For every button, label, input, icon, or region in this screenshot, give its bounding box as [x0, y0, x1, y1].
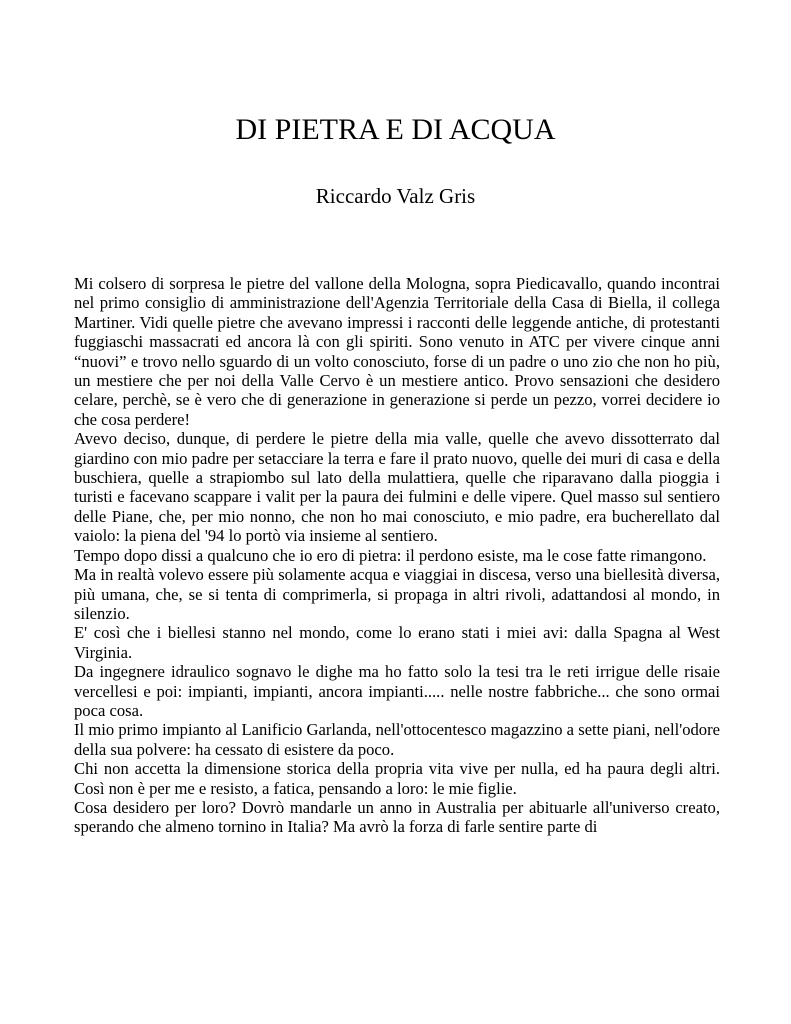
paragraph: Chi non accetta la dimensione storica della propria vita vive per nulla, ed ha paura degli altri. Così non è per me e resisto, a fatica, pensando a loro: le mie figlie. [74, 759, 720, 798]
document-title: DI PIETRA E DI ACQUA [235, 113, 556, 146]
paragraph: Mi colsero di sorpresa le pietre del vallone della Mologna, sopra Piedicavallo, quando incontrai nel primo consiglio di amministrazione dell'Agenzia Territoriale della Casa di Biella, il collega Martiner. Vidi quelle pietre che avevano impressi i racconti delle leggende antiche, di protestanti fuggiaschi massacrati ed ancora là con gli spiriti. Sono venuto in ATC per vivere cinque anni “nuovi” e trovo nello sguardo di un volto conosciuto, forse di un padre o uno zio che non ho più, un mestiere che per noi della Valle Cervo è un mestiere antico. Provo sensazioni che desidero celare, perchè, se è vero che di generazione in generazione si perde un pezzo, vorrei decidere io che cosa perdere! [74, 274, 720, 429]
paragraph: Tempo dopo dissi a qualcuno che io ero di pietra: il perdono esiste, ma le cose fatte rimangono. [74, 545, 707, 565]
document-body [74, 274, 720, 837]
paragraph: Da ingegnere idraulico sognavo le dighe ma ho fatto solo la tesi tra le reti irrigue delle risaie vercellesi e poi: impianti, impianti, ancora impianti..... nelle nostre fabbriche... che sono ormai poca cosa. [74, 662, 720, 720]
paragraph: Ma in realtà volevo essere più solamente acqua e viaggiai in discesa, verso una biellesità diversa, più umana, che, se si tenta di comprimerla, si propaga in altri rivoli, adattandosi al mondo, in silenzio. [74, 565, 720, 623]
paragraph: E' così che i biellesi stanno nel mondo, come lo erano stati i miei avi: dalla Spagna al West Virginia. [74, 623, 720, 662]
document-author: Riccardo Valz Gris [315, 184, 476, 208]
paragraph: Il mio primo impianto al Lanificio Garlanda, nell'ottocentesco magazzino a sette piani, nell'odore della sua polvere: ha cessato di esistere da poco. [74, 720, 720, 759]
paragraph: Cosa desidero per loro? Dovrò mandarle un anno in Australia per abituarle all'universo creato, sperando che almeno tornino in Italia? Ma avrò la forza di farle sentire parte di [74, 797, 720, 837]
paragraph: Avevo deciso, dunque, di perdere le pietre della mia valle, quelle che avevo dissotterrato dal giardino con mio padre per setacciare la terra e fare il prato nuovo, quelle dei muri di casa e della buschiera, quelle a strapiombo sul lato della mulattiera, quelle che riparavano dalla pioggia i turisti e facevano scappare i valit per la paura dei fulmini e delle vipere. Quel masso sul sentiero delle Piane, che, per mio nonno, che non ho mai conosciuto, e mio padre, era bucherellato dal vaiolo: la piena del '94 lo portò via insieme al sentiero. [74, 429, 720, 546]
